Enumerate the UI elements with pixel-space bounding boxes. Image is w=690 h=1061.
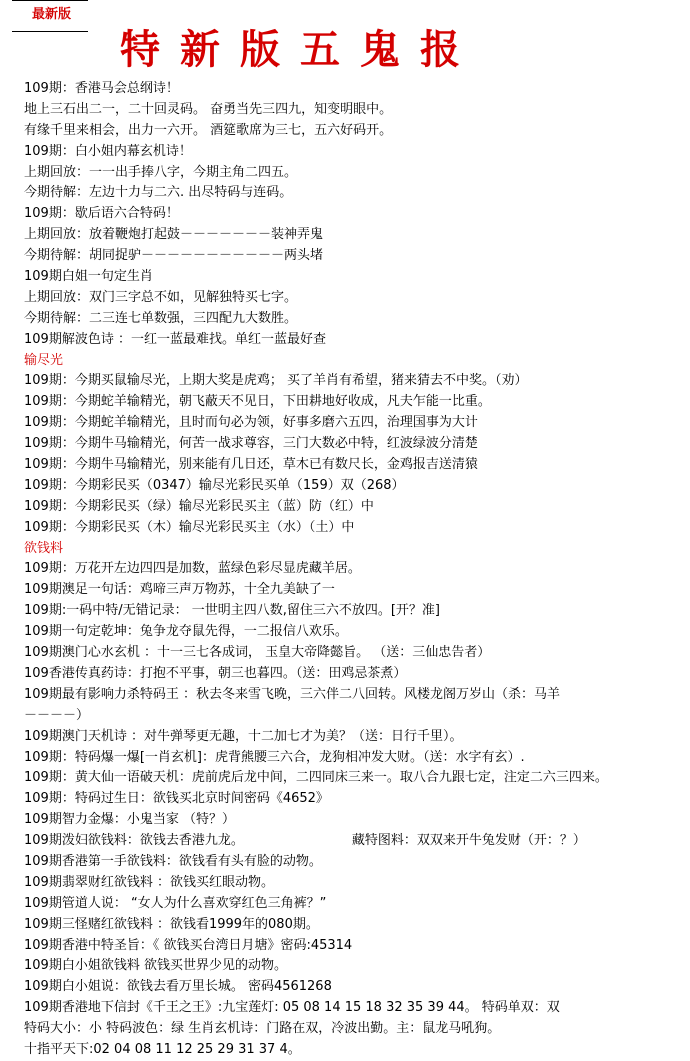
text-line: 地上三石出二一，二十回灵码。 奋勇当先三四九，知变明眼中。 bbox=[24, 101, 393, 117]
text-line: 上期回放：双门三字总不如，见解独特买七字。 bbox=[24, 289, 298, 305]
text-line: 109期澳门心水玄机 ：十一三七各成词， 玉皇大帝降懿旨。 （送：三仙忠告者） bbox=[24, 645, 491, 661]
text-line: 109期香港第一手欲钱料：欲钱看有头有脸的动物。 bbox=[24, 853, 322, 869]
text-line: 109期白姐一句定生肖 bbox=[24, 269, 153, 285]
tab-border-top bbox=[12, 0, 88, 1]
text-line: 109期：今期牛马输精光，何苦一战求尊容，三门大数必中特，红波绿波分清楚 bbox=[24, 436, 478, 452]
page-title: 特新版五鬼报 bbox=[120, 26, 480, 73]
text-line: 109期白小姐欲钱料 欲钱买世界少见的动物。 bbox=[24, 958, 287, 974]
text-line: 109期澳足一句话：鸡啼三声万物苏，十全九美缺了一 bbox=[24, 582, 335, 598]
text-line: 109期香港中特圣旨：《 欲钱买台湾日月塘》密码:45314 bbox=[24, 937, 353, 953]
section-heading: 欲钱料 bbox=[24, 540, 64, 556]
content-body bbox=[24, 79, 684, 1061]
text-line: 特码大小：小 特码波色：绿 生肖玄机诗：门路在双，冷波出勤。主：鼠龙马吼狗。 bbox=[24, 1021, 501, 1037]
text-line-right: 藏特图料：双双来开牛兔发财（开：？） bbox=[351, 833, 586, 849]
text-line: 109期:一码中特/无错记录： 一世明主四八数,留住三六不放四。[开？准] bbox=[24, 603, 440, 619]
text-line: 今期待解：二三连七单数强，三四配九大数胜。 bbox=[24, 310, 298, 326]
text-line: 109期：歇后语六合特码！ bbox=[24, 206, 179, 222]
text-line: 109期：今期蛇羊输精光，且时而句必为领，好事多磨六五四，治理国事为大计 bbox=[24, 415, 478, 431]
text-line: 109期：今期牛马输精光，别来能有几日还，草木已有数尺长，金鸡报吉送清猿 bbox=[24, 457, 478, 473]
text-line: 109期：特码过生日：欲钱买北京时间密码《4652》 bbox=[24, 791, 329, 807]
text-line: 109期：特码爆一爆[一肖玄机]：虎背熊腰三六合，龙狗相冲发大财。（送：水字有玄）. bbox=[24, 749, 525, 765]
text-line: 有缘千里来相会，出力一六开。 酒筵歌席为三七，五六好码开。 bbox=[24, 122, 393, 138]
text-line: 今期待解：左边十力与二六. 出尽特码与连码。 bbox=[24, 185, 293, 201]
text-line: 109期：白小姐内幕玄机诗！ bbox=[24, 143, 192, 159]
text-line: 109期最有影响力杀特码王 ：秋去冬来雪飞晚，三六伴二八回转。风楼龙阁万岁山（杀：马羊 bbox=[24, 686, 560, 702]
section-heading: 输尽光 bbox=[24, 352, 64, 368]
text-line: 109期管道人说： “女人为什么喜欢穿红色三角裤？” bbox=[24, 895, 327, 911]
text-line: 109期智力金爆：小鬼当家 （特？） bbox=[24, 812, 235, 828]
text-line: 109期：今期买鼠输尽光，上期大奖是虎鸡； 买了羊肖有希望，猪来猜去不中奖。（劝） bbox=[24, 373, 528, 389]
text-line: 109期：今期彩民买（0347）输尽光彩民买单（159）双（268） bbox=[24, 477, 405, 493]
text-line: 今期待解：胡同捉驴－－－－－－－－－－－两头堵 bbox=[24, 248, 324, 264]
text-line: 109期：今期彩民买（绿）输尽光彩民买主（蓝）防（红）中 bbox=[24, 498, 374, 514]
latest-version-tab[interactable]: 最新版 bbox=[32, 7, 72, 22]
text-line: 109期：今期蛇羊输精光，朝飞蔽天不见日，下田耕地好收成，凡夫乍能一比重。 bbox=[24, 394, 491, 410]
text-line: 十指平天下:02 04 08 11 12 25 29 31 37 4。 bbox=[24, 1041, 301, 1057]
text-line: 109期澳门天机诗 ：对牛弹琴更无趣，十二加七才为美？（送：日行千里）。 bbox=[24, 728, 463, 744]
text-line-continuation: －－－－） bbox=[24, 707, 90, 723]
text-line: 109期：今期彩民买（木）输尽光彩民买主（水）（土）中 bbox=[24, 519, 355, 535]
text-line: 109期：万花开左边四四是加数，蓝绿色彩尽显虎藏羊居。 bbox=[24, 561, 361, 577]
text-line bbox=[24, 831, 684, 852]
text-line-left: 109期泼妇欲钱料：欲钱去香港九龙。 bbox=[24, 833, 244, 849]
text-line: 109期香港地下信封《千王之王》:九宝莲灯: 05 08 14 15 18 32 35 39 44。 特码单双：双 bbox=[24, 1000, 560, 1016]
text-line: 上期回放：放着鞭炮打起鼓－－－－－－－装神弄鬼 bbox=[24, 227, 324, 243]
text-line: 109期解波色诗 ：一红一蓝最难找。单红一蓝最好查 bbox=[24, 331, 326, 347]
text-line: 109期：黄大仙一语破天机：虎前虎后龙中间，二四同床三来一。取八合九跟七定，注定二六三四来。 bbox=[24, 770, 608, 786]
text-line: 上期回放：一一出手捧八字，今期主角二四五。 bbox=[24, 164, 298, 180]
text-line: 109期白小姐说：欲钱去看万里长城。 密码4561268 bbox=[24, 979, 332, 995]
text-line: 109香港传真药诗：打抱不平事，朝三也暮四。（送：田鸡忌茶煮） bbox=[24, 665, 407, 681]
text-line: 109期一句定乾坤：兔争龙夺鼠先得，一二报信八欢乐。 bbox=[24, 624, 348, 640]
text-line: 109期三怪赌红欲钱料 ：欲钱看1999年的080期。 bbox=[24, 916, 319, 932]
text-line: 109期：香港马会总纲诗！ bbox=[24, 81, 179, 96]
text-line: 109期翡翠财红欲钱料 ：欲钱买红眼动物。 bbox=[24, 874, 274, 890]
